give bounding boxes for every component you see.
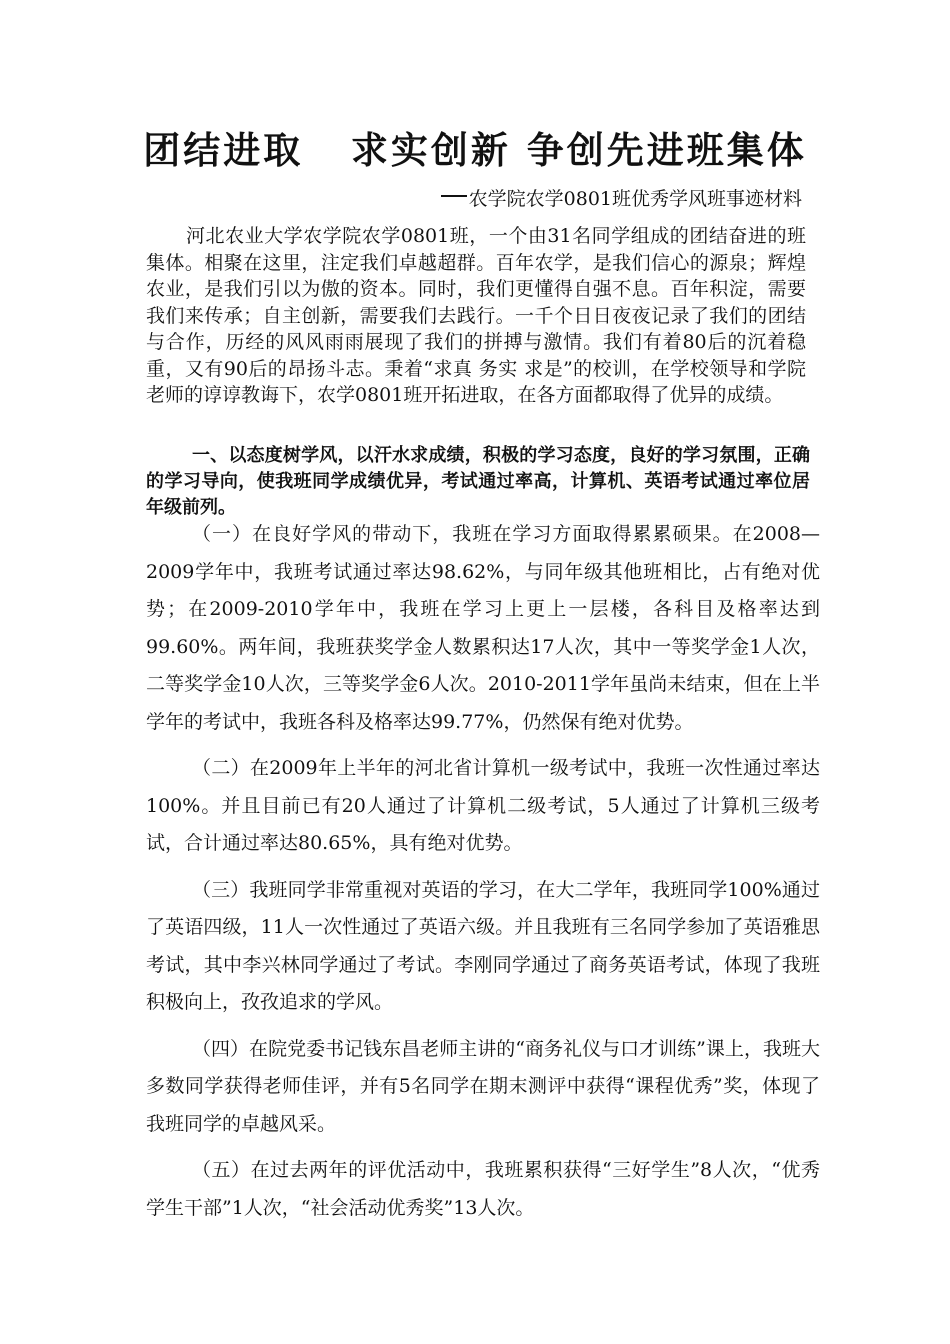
em-dash-mark [441,195,467,197]
list-item: （三）我班同学非常重视对英语的学习，在大二学年，我班同学100%通过了英语四级，11人一次性通过了英语六级。并且我班有三名同学参加了英语雅思考试，其中李兴林同学通过了考试。李刚同学通过了商务英语考试，体现了我班积极向上，孜孜追求的学风。 [146,878,820,1013]
section-heading: 一、以态度树学风，以汗水求成绩，积极的学习态度，良好的学习氛围，正确的学习导向，使我班同学成绩优异，考试通过率高，计算机、英语考试通过率位居年级前列。 [146,445,810,518]
list-item: （五）在过去两年的评优活动中，我班累积获得“三好学生”8人次，“优秀学生干部”1人次，“社会活动优秀奖”13人次。 [146,1159,820,1219]
list-item: （四）在院党委书记钱东昌老师主讲的“商务礼仪与口才训练”课上，我班大多数同学获得老师佳评，并有5名同学在期末测评中获得“课程优秀”奖，体现了我班同学的卓越风采。 [146,1037,820,1135]
list-item: （二）在2009年上半年的河北省计算机一级考试中，我班一次性通过率达100%。并且目前已有20人通过了计算机二级考试，5人通过了计算机三级考试，合计通过率达80.65%，具有绝对优势。 [146,757,820,854]
subtitle [441,186,802,212]
subtitle-text: 农学院农学0801班优秀学风班事迹材料 [468,188,802,210]
page-title: 团结进取 求实创新 争创先进班集体 [143,129,807,172]
item-list [146,516,820,1236]
intro-paragraph: 河北农业大学农学院农学0801班，一个由31名同学组成的团结奋进的班集体。相聚在这里，注定我们卓越超群。百年农学，是我们信心的源泉；辉煌农业，是我们引以为傲的资本。同时，我们更懂得自强不息。百年积淀，需要我们来传承；自主创新，需要我们去践行。一千个日日夜夜记录了我们的团结与合作，历经的风风雨雨展现了我们的拼搏与激情。我们有着80后的沉着稳重，又有90后的昂扬斗志。秉着“求真 务实 求是”的校训，在学校领导和学院老师的谆谆教诲下，农学0801班开拓进取，在各方面都取得了优异的成绩。 [146,225,806,406]
list-item: （一）在良好学风的带动下，我班在学习方面取得累累硕果。在2008—2009学年中，我班考试通过率达98.62%，与同年级其他班相比，占有绝对优势；在2009-2010学年中，我班在学习上更上一层楼，各科目及格率达到99.60%。两年间，我班获奖学金人数累积达17人次，其中一等奖学金1人次，二等奖学金10人次，三等奖学金6人次。2010-2011学年虽尚未结束，但在上半学年的考试中，我班各科及格率达99.77%，仍然保有绝对优势。 [146,523,820,733]
